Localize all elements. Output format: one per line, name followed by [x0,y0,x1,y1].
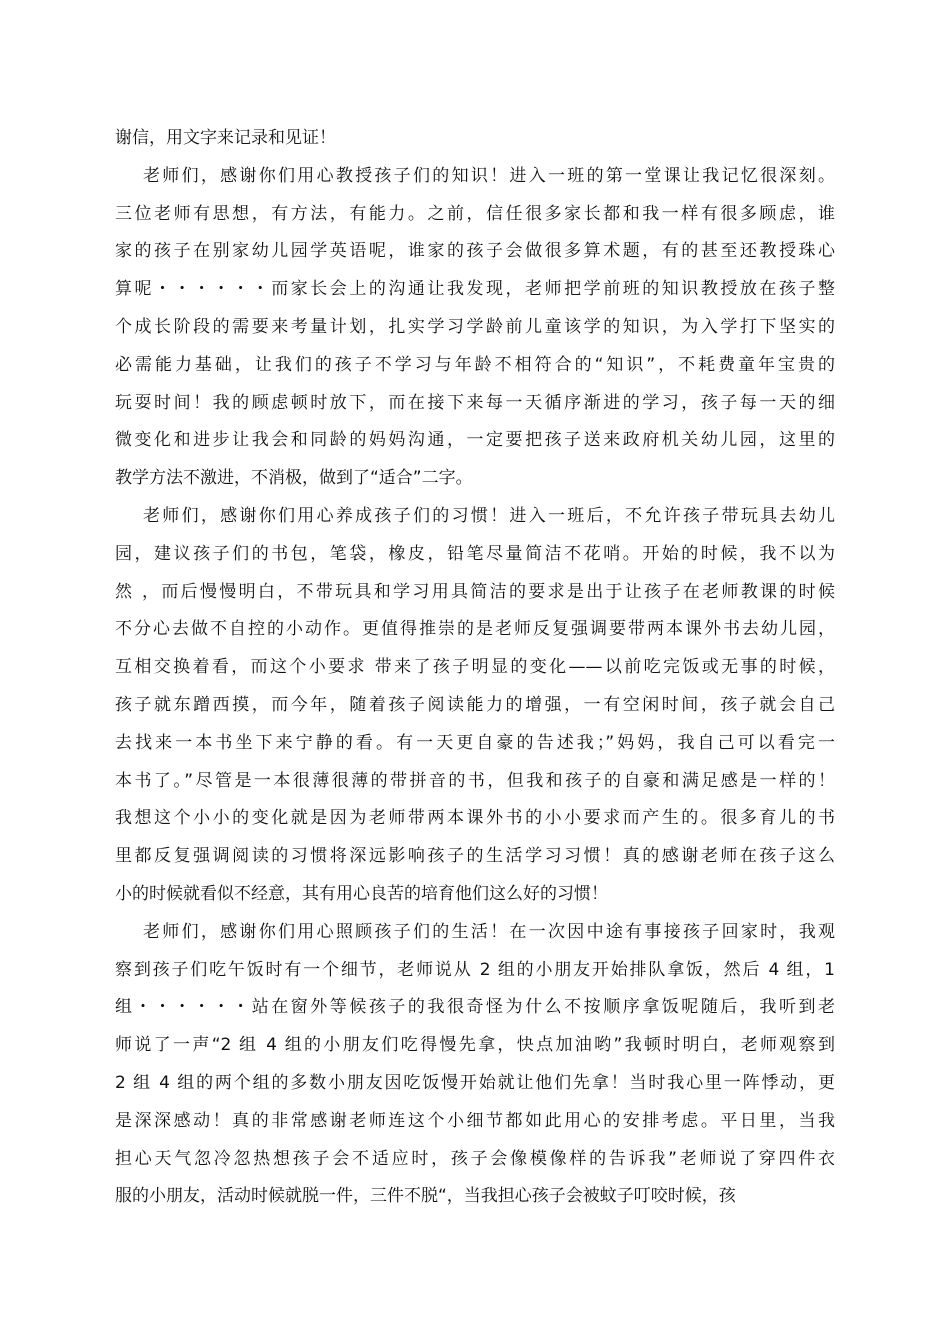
paragraph [115,120,835,158]
text-line: 老师们，感谢你们用心养成孩子们的习惯！进入一班后，不允许孩子带玩具去幼儿 [143,505,835,526]
text-line: 家的孩子在别家幼儿园学英语呢，谁家的孩子会做很多算术题，有的甚至还教授珠心 [115,241,835,262]
text-line: 互相交换着看，而这个小要求 带来了孩子明显的变化——以前吃完饭或无事的时候， [115,657,835,678]
text-line: 孩子就东蹭西摸，而今年，随着孩子阅读能力的增强，一有空闲时间，孩子就会自己 [115,694,835,715]
text-line: 谢信，用文字来记录和见证！ [115,128,336,148]
text-line: 担心天气忽冷忽热想孩子会不适应时，孩子会像模像样的告诉我”老师说了穿四件衣 [115,1148,835,1169]
text-line: 玩耍时间！我的顾虑顿时放下，而在接下来每一天循序渐进的学习，孩子每一天的细 [115,392,835,413]
text-line: 园，建议孩子们的书包，笔袋，橡皮，铅笔尽量简洁不花哨。开始的时候，我不以为 [115,543,835,564]
document-body [115,120,835,1216]
text-line: 里都反复强调阅读的习惯将深远影响孩子的生活学习习惯！真的感谢老师在孩子这么 [115,846,835,867]
text-line: 本书了。”尽管是一本很薄很薄的带拼音的书，但我和孩子的自豪和满足感是一样的！ [115,770,835,791]
text-line: 教学方法不激进，不消极，做到了“适合”二字。 [115,468,473,489]
text-line: 服的小朋友，活动时候就脱一件，三件不脱“，当我担心孩子会被蚊子叮咬时候，孩 [115,1186,736,1207]
text-line: 组・・・・・・站在窗外等候孩子的我很奇怪为什么不按顺序拿饭呢随后，我听到老 [115,997,835,1018]
text-line: 算呢・・・・・・而家长会上的沟通让我发现，老师把学前班的知识教授放在孩子整 [115,279,835,300]
text-line: 我想这个小小的变化就是因为老师带两本课外书的小小要求而产生的。很多育儿的书 [115,808,835,829]
text-line: 微变化和进步让我会和同龄的妈妈沟通，一定要把孩子送来政府机关幼儿园，这里的 [115,430,835,451]
text-line: 2 组 4 组的两个组的多数小朋友因吃饭慢开始就让他们先拿！当时我心里一阵悸动，更 [115,1072,835,1093]
text-line: 老师们，感谢你们用心照顾孩子们的生活！在一次因中途有事接孩子回家时，我观 [143,921,835,942]
text-line: 去找来一本书坐下来宁静的看。有一天更自豪的告述我；”妈妈，我自己可以看完一 [115,732,835,753]
paragraph [115,158,835,498]
text-line: 个成长阶段的需要来考量计划，扎实学习学龄前儿童该学的知识，为入学打下坚实的 [115,316,835,337]
text-line: 师说了一声“2 组 4 组的小朋友们吃得慢先拿，快点加油哟”我顿时明白，老师观察到 [115,1035,835,1056]
paragraph [115,498,835,914]
text-line: 必需能力基础，让我们的孩子不学习与年龄不相符合的“知识”，不耗费童年宝贵的 [115,354,835,375]
paragraph [115,914,835,1216]
text-line: 三位老师有思想，有方法，有能力。之前，信任很多家长都和我一样有很多顾虑，谁 [115,203,835,224]
text-line: 小的时候就看似不经意，其有用心良苦的培育他们这么好的习惯！ [115,883,608,904]
text-line: 然 ，而后慢慢明白，不带玩具和学习用具简洁的要求是出于让孩子在老师教课的时候 [115,581,835,602]
text-line: 不分心去做不自控的小动作。更值得推崇的是老师反复强调要带两本课外书去幼儿园， [115,619,835,640]
text-line: 老师们，感谢你们用心教授孩子们的知识！进入一班的第一堂课让我记忆很深刻。 [143,165,835,186]
text-line: 是深深感动！真的非常感谢老师连这个小细节都如此用心的安排考虑。平日里，当我 [115,1110,835,1131]
text-line: 察到孩子们吃午饭时有一个细节，老师说从 2 组的小朋友开始排队拿饭，然后 4 组，1 [115,959,835,980]
